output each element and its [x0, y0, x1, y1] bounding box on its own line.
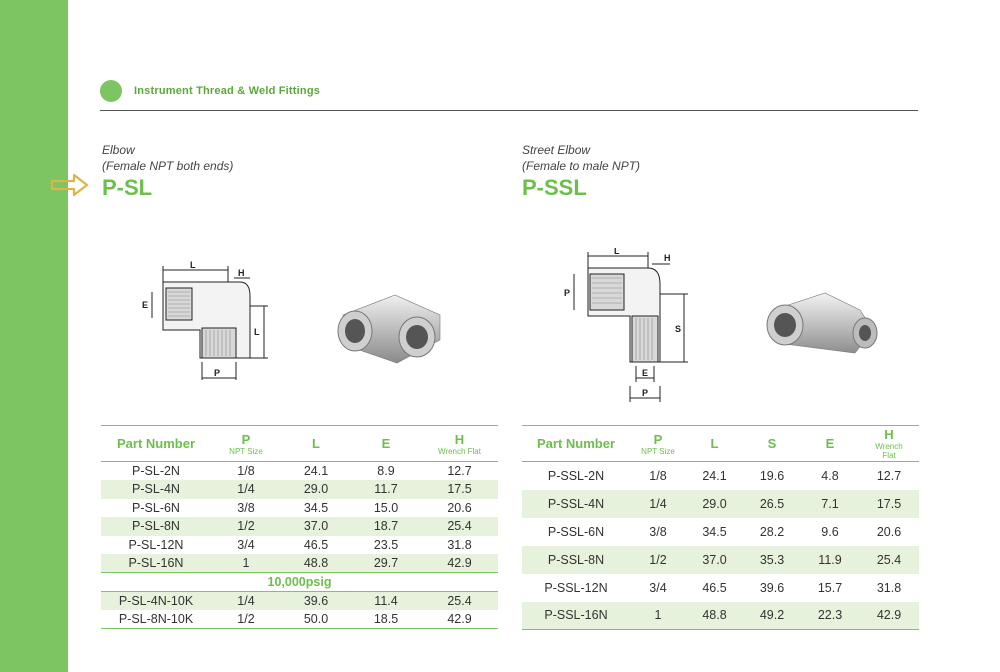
table-cell: 39.6: [759, 580, 785, 595]
table-cell: 19.6: [759, 468, 785, 483]
header-part-number: Part Number: [116, 436, 196, 451]
table-cell: 1/4: [211, 480, 281, 499]
table-cell: 48.8: [686, 602, 743, 630]
dim-H: H: [238, 268, 245, 278]
table-cell: 10,000psig: [101, 573, 498, 592]
product-category: Elbow: [102, 143, 135, 157]
table-cell: 15.0: [373, 500, 399, 515]
dim-E: E: [142, 300, 149, 310]
table-cell: 26.5: [743, 490, 801, 518]
table-cell: 1/4: [211, 592, 281, 611]
table-cell: 1/2: [630, 546, 686, 574]
table-cell: 42.9: [421, 554, 498, 573]
table-cell: P-SL-12N: [128, 537, 184, 552]
table-cell: 1/2: [211, 610, 281, 629]
street-elbow-product-photo: [755, 285, 885, 365]
table-cell: 23.5: [373, 537, 399, 552]
table-cell: 28.2: [759, 524, 785, 539]
table-row: [101, 592, 498, 611]
table-row: [522, 462, 919, 490]
table-cell: 12.7: [876, 468, 902, 483]
product-street-elbow-heading: [522, 142, 640, 201]
elbow-technical-drawing: [138, 258, 278, 383]
pressure-band-row: [101, 573, 498, 592]
street-elbow-technical-drawing: [560, 248, 695, 406]
table-cell: 31.8: [447, 537, 472, 552]
dim-L-side: L: [254, 327, 260, 337]
dim-E: E: [642, 368, 649, 378]
product-subtitle: (Female to male NPT): [522, 159, 641, 173]
table-cell: 37.0: [686, 546, 743, 574]
table-row: [101, 462, 498, 481]
table-cell: 3/8: [649, 524, 667, 539]
header-p: P NPT Size: [229, 431, 263, 456]
table-cell: P-SSL-8N: [522, 546, 630, 574]
header-p: P NPT Size: [641, 431, 675, 456]
table-cell: 25.4: [859, 546, 919, 574]
dim-P: P: [564, 288, 571, 298]
product-elbow-heading: [102, 142, 233, 201]
dim-P: P: [214, 368, 221, 378]
table-row: [101, 517, 498, 536]
table-row: [522, 546, 919, 574]
table-header-row: [522, 426, 919, 462]
table-row: [522, 602, 919, 630]
table-cell: 20.6: [876, 524, 902, 539]
table-cell: 11.9: [801, 546, 859, 574]
table-row: [522, 574, 919, 602]
table-cell: 1/8: [237, 464, 255, 478]
header-e: E: [381, 436, 391, 451]
section-header: [100, 80, 918, 111]
table-cell: 34.5: [303, 500, 329, 515]
table-cell: P-SL-8N: [101, 517, 211, 536]
table-cell: 1/4: [630, 490, 686, 518]
table-row: [101, 610, 498, 629]
table-cell: P-SL-8N-10K: [101, 610, 211, 629]
table-cell: 29.7: [351, 554, 421, 573]
table-cell: 1/8: [649, 468, 667, 483]
table-row: [101, 554, 498, 573]
dim-H: H: [664, 253, 671, 263]
table-cell: 22.3: [801, 602, 859, 630]
elbow-spec-table: [101, 425, 498, 629]
table-cell: 15.7: [817, 580, 843, 595]
table-cell: 34.5: [702, 524, 727, 539]
table-row: [101, 536, 498, 555]
left-green-sidebar: [0, 0, 68, 672]
table-cell: 42.9: [859, 602, 919, 630]
table-row: [522, 518, 919, 546]
header-e: E: [825, 436, 835, 451]
table-cell: 3/4: [649, 580, 667, 595]
elbow-product-photo: [325, 285, 455, 370]
dim-S: S: [675, 324, 682, 334]
table-cell: 25.4: [421, 517, 498, 536]
table-cell: P-SL-2N: [132, 464, 180, 478]
header-s: S: [767, 436, 777, 451]
table-cell: 18.7: [351, 517, 421, 536]
table-cell: 1: [630, 602, 686, 630]
header-h: H Wrench Flat: [875, 427, 903, 460]
table-cell: 48.8: [281, 554, 351, 573]
table-cell: 42.9: [421, 610, 498, 629]
table-cell: 24.1: [702, 468, 727, 483]
table-cell: 1: [211, 554, 281, 573]
pointer-arrow-icon: [50, 172, 90, 198]
table-cell: 29.0: [686, 490, 743, 518]
table-cell: P-SSL-2N: [547, 468, 605, 483]
header-l: L: [312, 436, 320, 451]
table-cell: P-SL-4N: [101, 480, 211, 499]
product-code: P-SSL: [522, 175, 587, 200]
table-cell: 8.9: [377, 464, 395, 478]
table-row: [101, 480, 498, 499]
table-cell: 17.5: [859, 490, 919, 518]
table-row: [522, 490, 919, 518]
header-dot-icon: [100, 80, 122, 102]
header-l: L: [710, 436, 719, 451]
dim-L: L: [614, 248, 620, 256]
table-cell: 20.6: [447, 500, 472, 515]
street-elbow-spec-table: [522, 425, 919, 630]
table-cell: 7.1: [801, 490, 859, 518]
header-h: H Wrench Flat: [438, 431, 481, 456]
table-row: [101, 499, 498, 518]
table-cell: 18.5: [351, 610, 421, 629]
product-code: P-SL: [102, 175, 153, 200]
dim-P-bottom: P: [642, 388, 649, 398]
table-cell: 31.8: [876, 580, 902, 595]
table-cell: 49.2: [743, 602, 801, 630]
table-cell: 9.6: [821, 524, 839, 539]
table-cell: P-SSL-4N: [522, 490, 630, 518]
table-cell: 12.7: [447, 464, 472, 478]
product-category: Street Elbow: [522, 143, 591, 157]
product-subtitle: (Female NPT both ends): [102, 159, 234, 173]
table-cell: 29.0: [281, 480, 351, 499]
table-cell: 1/2: [211, 517, 281, 536]
table-cell: 11.4: [351, 592, 421, 611]
table-cell: P-SL-6N: [132, 500, 180, 515]
table-cell: 3/4: [237, 537, 255, 552]
header-part-number: Part Number: [536, 436, 616, 451]
table-cell: P-SSL-16N: [522, 602, 630, 630]
table-cell: P-SL-16N: [101, 554, 211, 573]
table-cell: 37.0: [281, 517, 351, 536]
table-cell: 50.0: [281, 610, 351, 629]
table-cell: P-SSL-6N: [547, 524, 605, 539]
section-title: Instrument Thread & Weld Fittings: [134, 85, 321, 97]
table-cell: 35.3: [743, 546, 801, 574]
dim-L-top: L: [190, 260, 196, 270]
table-cell: P-SSL-12N: [544, 580, 608, 595]
table-cell: 46.5: [702, 580, 727, 595]
table-cell: 39.6: [281, 592, 351, 611]
table-cell: 4.8: [821, 468, 839, 483]
table-cell: 11.7: [351, 480, 421, 499]
table-cell: 24.1: [303, 464, 329, 478]
table-cell: 46.5: [303, 537, 329, 552]
table-cell: 25.4: [421, 592, 498, 611]
table-cell: P-SL-4N-10K: [101, 592, 211, 611]
table-cell: 3/8: [237, 500, 255, 515]
table-cell: 17.5: [421, 480, 498, 499]
table-header-row: [101, 426, 498, 462]
